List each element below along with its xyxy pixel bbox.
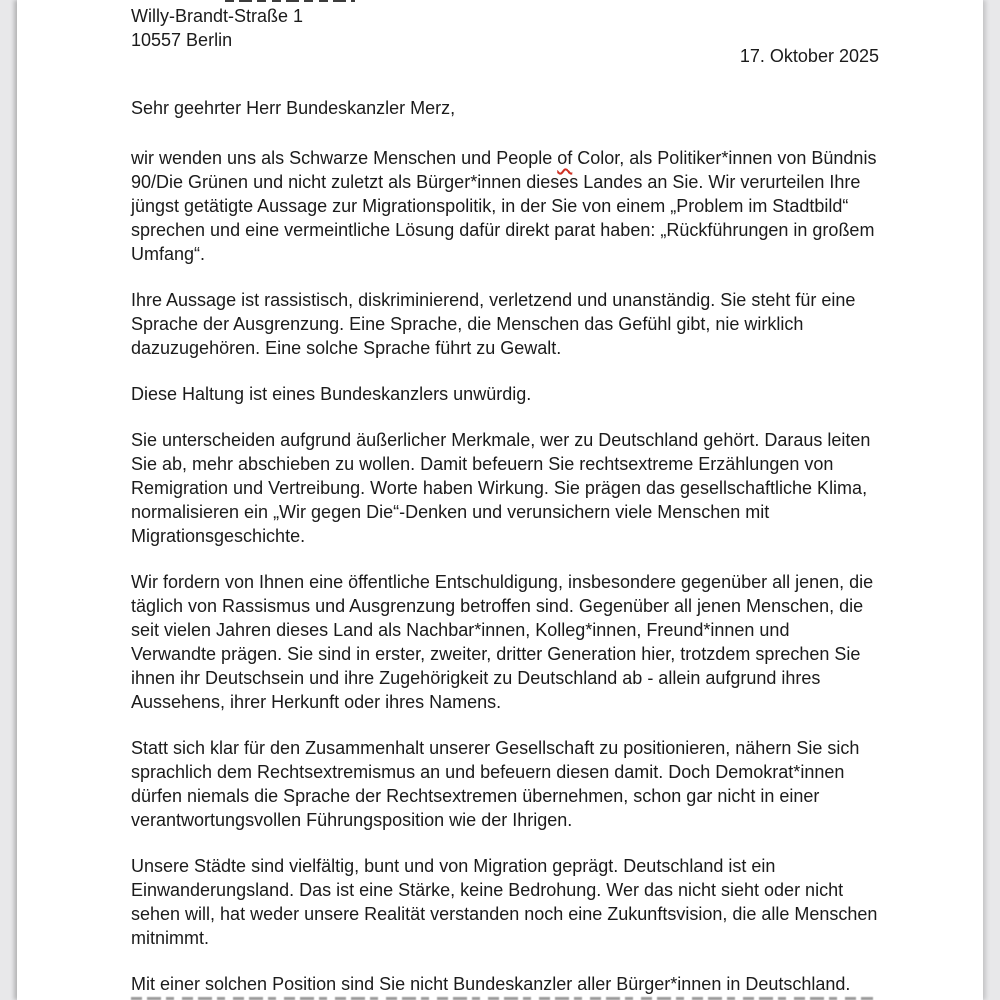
address-line-street[interactable]: Willy-Brandt-Straße 1 bbox=[131, 6, 304, 26]
paragraph-text: Ihre Aussage ist rassistisch, diskriminierend, verletzend und unanständig. Sie steht für eine Sprache der Ausgrenzung. Eine Sprache, die Menschen das Gefühl gibt, nie wirklich dazuzugehören. Eine solche Sprache führt zu Gewalt. bbox=[131, 290, 856, 358]
spellcheck-flagged-word[interactable]: of bbox=[557, 148, 573, 168]
letter-paragraph[interactable] bbox=[131, 854, 879, 950]
letter-paragraph[interactable] bbox=[131, 428, 879, 548]
letter-paragraph[interactable] bbox=[131, 570, 879, 714]
salutation[interactable]: Sehr geehrter Herr Bundeskanzler Merz, bbox=[131, 98, 456, 118]
paragraph-text: Unsere Städte sind vielfältig, bunt und von Migration geprägt. Deutschland ist ein Einwanderungsland. Das ist eine Stärke, keine Bedrohung. Wer das nicht sieht oder nicht sehen will, hat weder unsere Realität verstanden noch eine Zukunftsvision, die alle Menschen mitnimmt. bbox=[131, 856, 878, 948]
letter-paragraph[interactable] bbox=[131, 382, 879, 406]
paragraph-text: Sie unterscheiden aufgrund äußerlicher Merkmale, wer zu Deutschland gehört. Daraus leiten Sie ab, mehr abschieben zu wollen. Damit befeuern Sie rechtsextreme Erzählungen von Remigration und Vertreibung. Worte haben Wirkung. Sie prägen das gesellschaftliche Klima, normalisieren ein „Wir gegen Die“-Denken und verunsichern viele Menschen mit Migrationsgeschichte. bbox=[131, 430, 871, 546]
address-line-city[interactable]: 10557 Berlin bbox=[131, 30, 233, 50]
letter-body[interactable] bbox=[131, 146, 879, 996]
letter-paragraph[interactable] bbox=[131, 972, 879, 996]
letter-paragraph[interactable] bbox=[131, 288, 879, 360]
letter-page[interactable] bbox=[17, 0, 983, 1000]
paragraph-text: Color, als Politiker*innen von Bündnis 90/Die Grünen und nicht zuletzt als Bürger*innen dieses Landes an Sie. Wir verurteilen Ihre jüngst getätigte Aussage zur Migrationspolitik, in der Sie von einem „Problem im Stadtbild“ sprechen und eine vermeintliche Lösung dafür direkt parat haben: „Rückführungen in großem Umfang“. bbox=[131, 148, 877, 264]
paragraph-text: Diese Haltung ist eines Bundeskanzlers unwürdig. bbox=[131, 384, 532, 404]
letter-paragraph[interactable] bbox=[131, 736, 879, 832]
paragraph-text: wir wenden uns als Schwarze Menschen und People bbox=[131, 148, 558, 168]
paragraph-text: Mit einer solchen Position sind Sie nicht Bundeskanzler aller Bürger*innen in Deutschland. bbox=[131, 974, 851, 994]
letter-content[interactable] bbox=[131, 0, 879, 996]
paragraph-text: Wir fordern von Ihnen eine öffentliche Entschuldigung, insbesondere gegenüber all jenen, die täglich von Rassismus und Ausgrenzung betroffen sind. Gegenüber all jenen Menschen, die seit vielen Jahren dieses Land als Nachbar*innen, Kolleg*innen, Freund*innen und Verwandte prägen. Sie sind in erster, zweiter, dritter Generation hier, trotzdem sprechen Sie ihnen ihr Deutschsein und ihre Zugehörigkeit zu Deutschland ab - allein aufgrund ihres Aussehens, ihrer Herkunft oder ihres Namens. bbox=[131, 572, 874, 712]
letter-date[interactable]: 17. Oktober 2025 bbox=[739, 46, 879, 66]
paragraph-text: Statt sich klar für den Zusammenhalt unserer Gesellschaft zu positionieren, nähern Sie sich sprachlich dem Rechtsextremismus an und befeuern diesen damit. Doch Demokrat*innen dürfen niemals die Sprache der Rechtsextremen übernehmen, schon gar nicht in einer verantwortungsvollen Führungsposition wie der Ihrigen. bbox=[131, 738, 860, 830]
letter-paragraph[interactable] bbox=[131, 146, 879, 266]
